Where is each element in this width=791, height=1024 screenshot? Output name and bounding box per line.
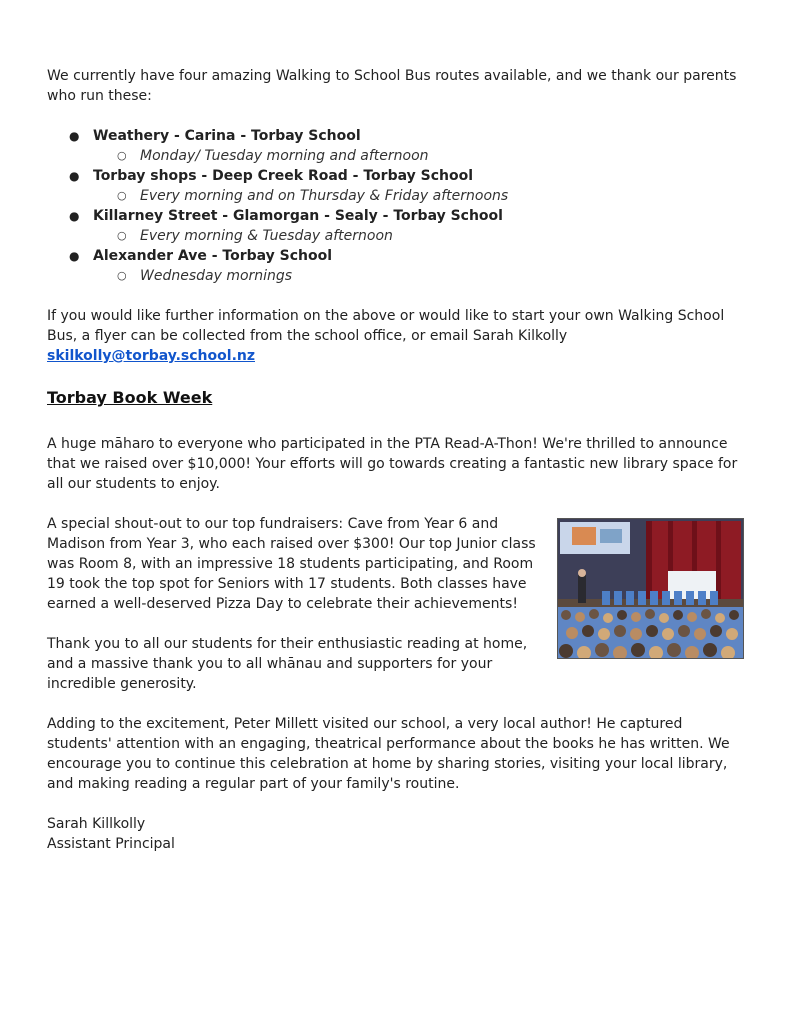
email-link[interactable]: skilkolly@torbay.school.nz	[47, 348, 255, 364]
assembly-photo-illustration	[558, 519, 743, 658]
signature-name: Sarah Killkolly	[47, 816, 146, 832]
route-schedule: Every morning & Tuesday afternoon	[140, 228, 393, 244]
route-schedule: Every morning and on Thursday & Friday afternoons	[140, 188, 509, 204]
book-week-paragraph-4: Adding to the excitement, Peter Millett visited our school, a very local author! He captured students' attention with an engaging, theatrical performance about the books he has written. We encourage you to continue this celebration at home by sharing stories, visiting your local library, and making reading a regular part of your family's routine.	[47, 716, 730, 792]
route-item	[47, 126, 747, 166]
walking-bus-routes	[47, 126, 747, 286]
route-schedule: Monday/ Tuesday morning and afternoon	[140, 148, 429, 164]
school-assembly-photo	[557, 518, 744, 659]
sub-bullet-icon: ○	[117, 149, 127, 162]
newsletter-page	[47, 66, 747, 854]
walking-bus-intro: We currently have four amazing Walking to School Bus routes available, and we thank our parents who run these:	[47, 68, 737, 104]
sub-bullet-icon: ○	[117, 229, 127, 242]
sub-bullet-icon: ○	[117, 189, 127, 202]
signature-title: Assistant Principal	[47, 836, 175, 852]
book-week-heading: Torbay Book Week	[47, 388, 213, 407]
bullet-icon: ●	[69, 129, 80, 143]
photo-wrap	[47, 514, 747, 714]
route-name: Killarney Street - Glamorgan - Sealy - Torbay School	[93, 208, 503, 224]
bullet-icon: ●	[69, 209, 80, 223]
route-name: Alexander Ave - Torbay School	[93, 248, 333, 264]
contact-text: If you would like further information on the above or would like to start your own Walking School Bus, a flyer can be collected from the school office, or email Sarah Kilkolly	[47, 308, 725, 344]
route-name: Weathery - Carina - Torbay School	[93, 128, 361, 144]
route-item	[47, 166, 747, 206]
route-name: Torbay shops - Deep Creek Road - Torbay School	[93, 168, 474, 184]
route-item	[47, 206, 747, 246]
sub-bullet-icon: ○	[117, 269, 127, 282]
book-week-paragraph-2: A special shout-out to our top fundraisers: Cave from Year 6 and Madison from Year 3, who each raised over $300! Our top Junior class was Room 8, with an impressive 18 students participating, and Room 19 took the top spot for Seniors with 17 students. Both classes have earned a well-deserved Pizza Day to celebrate their achievements!	[47, 516, 536, 612]
route-item	[47, 246, 747, 286]
contact-paragraph	[47, 306, 747, 366]
bullet-icon: ●	[69, 249, 80, 263]
bullet-icon: ●	[69, 169, 80, 183]
route-schedule: Wednesday mornings	[140, 268, 293, 284]
book-week-paragraph-1: A huge māharo to everyone who participated in the PTA Read-A-Thon! We're thrilled to announce that we raised over $10,000! Your efforts will go towards creating a fantastic new library space for all our students to enjoy.	[47, 436, 738, 492]
book-week-paragraph-3: Thank you to all our students for their enthusiastic reading at home, and a massive thank you to all whānau and supporters for your incredible generosity.	[47, 636, 528, 692]
